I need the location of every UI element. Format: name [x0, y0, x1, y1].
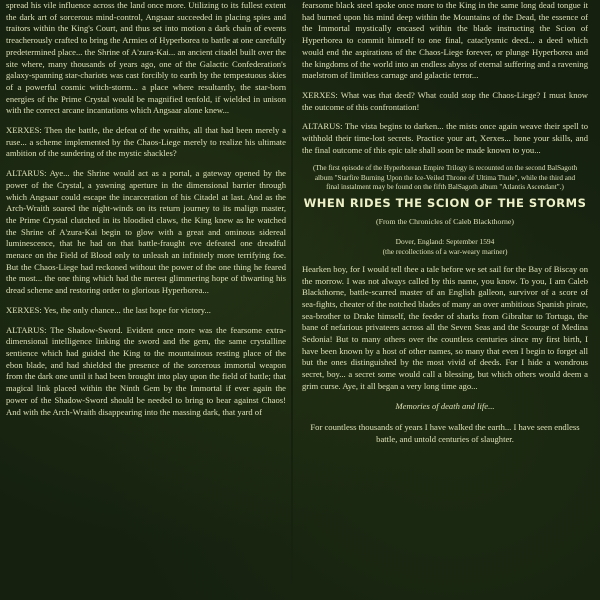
- album-note: (The first episode of the Hyperborean Empire Trilogy is recounted on the second BalSagoth album "Starfire Burning Upon the Ice-Veiled Throne of Ultima Thule", while the third and final instalment may be found on the fifth BalSagoth album "Atlantis Ascendant".): [312, 164, 578, 191]
- dateline-subtitle: (the recollections of a war-weary mariner): [382, 246, 508, 256]
- dateline: [302, 237, 588, 255]
- left-column: [6, 0, 286, 600]
- chronicle-subtitle: (From the Chronicles of Caleb Blackthorne): [376, 216, 514, 226]
- right-column: [302, 0, 588, 600]
- left-paragraph-1: spread his vile influence across the land once more. Utilizing to its fullest extent the dark art of sorcerous mind-control, Angsaar succeeded in placing spies and traitors within the King's Court, and thus set into motion a dark chain of events treacherously crafted to bring the Armies of Hyperborea to battle at one carefully predetermined place... the Shrine of A'zura-Kai... an ancient citadel built over the site where, many thousands of years ago, one of the Galactic Confederation's galaxy-spanning star-chariots was cast forcibly to earth by the tempestuous skies of a powerful cosmic witch-storm... a place where resultantly, the star-born energies of the Prime Crystal would be magnified tenfold, if wielded in unison with the correct arcane incantations which Angsaar alone knew...: [6, 0, 286, 116]
- right-paragraph-3: ALTARUS: The vista begins to darken... the mists once again weave their spell to withhold their time-lost secrets. Practice your art, Xerxes... hone your skills, and the final outcome of this epic tale shall soon be made known to you...: [302, 121, 588, 155]
- memories-line: Memories of death and life...: [395, 400, 495, 411]
- page-spine-divider: [291, 0, 293, 600]
- closing-lines: For countless thousands of years I have walked the earth... I have seen endless battle, and untold centuries of slaughter.: [310, 422, 580, 444]
- left-paragraph-3: ALTARUS: Aye... the Shrine would act as a portal, a gateway opened by the power of the Crystal, a yawning aperture in the dimensional barrier through which Angsaar could escape the incarceration of his Citadel at last. And as the Arch-Wraith soared the night-winds on its return journey to its malign master, the Prime Crystal clutched in its bloodied claws, the King knew as he watched the Shrine of A'zura-Kai begin to glow with a great and ominous sidereal luminescence, that he had on that battle-fraught eve defeated one dreadful menace on the Field of Blood only to unleash an infinitely more terrifying foe. But the Chaos-Liege had reckoned without the power of the one thing he feared the most... the one thing which had the merest glimmering hope of thwarting his dread scheme and restoring order to glorious Hyperborea...: [6, 168, 286, 296]
- right-paragraph-4: Hearken boy, for I would tell thee a tale before we set sail for the Bay of Biscay on the morrow. I was not always called by this name, you know. To you, I am Caleb Blackthorne, battle-scarred master of an English galleon, survivor of a score of sea-fights, cheater of the notched blades of many an over ambitious Spanish pirate, sea-brother to Drake himself, the feeder of sharks from Gibraltar to Tortuga, the bane of nefarious privateers across all the Seven Seas and the Scourge of Medina Sedonia! But to many others over the countless centuries since my first birth, I have been known by a host of other names, so many that even I begin to forget all but the ones distinguished by the most vivid of deeds. For I hide a wondrous secret, boy... a secret some would call a blessing, but which others would deem a grim curse. Aye, it all began a very long time ago...: [302, 263, 588, 391]
- story-title: WHEN RIDES THE SCION OF THE STORMS: [303, 196, 587, 211]
- left-paragraph-4: XERXES: Yes, the only chance... the last hope for victory...: [6, 304, 211, 315]
- left-paragraph-2: XERXES: Then the battle, the defeat of the wraiths, all that had been merely a ruse... a scheme implemented by the Chaos-Liege merely to realize his ultimate ambition of the sundering of the mystic shackles?: [6, 125, 286, 159]
- right-paragraph-1: fearsome black steel spoke once more to the King in the same long dead tongue it had burned upon his mind deep within the Mountains of the Dead, the essence of the Immortal mystically encased within the blade instructing the Scion of Hyperborea to commit himself to one final, cataclysmic deed... a deed which would end the aspirations of the Chaos-Liege forever, or plunge Hyperborea and the kingdoms of the world into an endless abyss of eternal suffering and a ravening maelstrom of limitless carnage and galactic terror...: [302, 0, 588, 81]
- right-paragraph-2: XERXES: What was that deed? What could stop the Chaos-Liege? I must know the outcome of this confrontation!: [302, 89, 588, 112]
- dateline-place-date: Dover, England: September 1594: [395, 237, 495, 247]
- left-paragraph-5: ALTARUS: The Shadow-Sword. Evident once more was the fearsome extra-dimensional intelligence linking the sword and the gem, the same crystalline sentience which had guided the King to the mountainous resting place of the ebon blade, and had shielded the presence of the sorcerous immortal weapon from the dark one until it had been brought into play upon the field of battle; that magical link placed within the Ninth Gem by the Immortal if ever again the power of the Shadow-Sword should be needed to bring to bear against Chaos! And with the Arch-Wraith disappearing into the massing dark, that yard of: [6, 324, 286, 417]
